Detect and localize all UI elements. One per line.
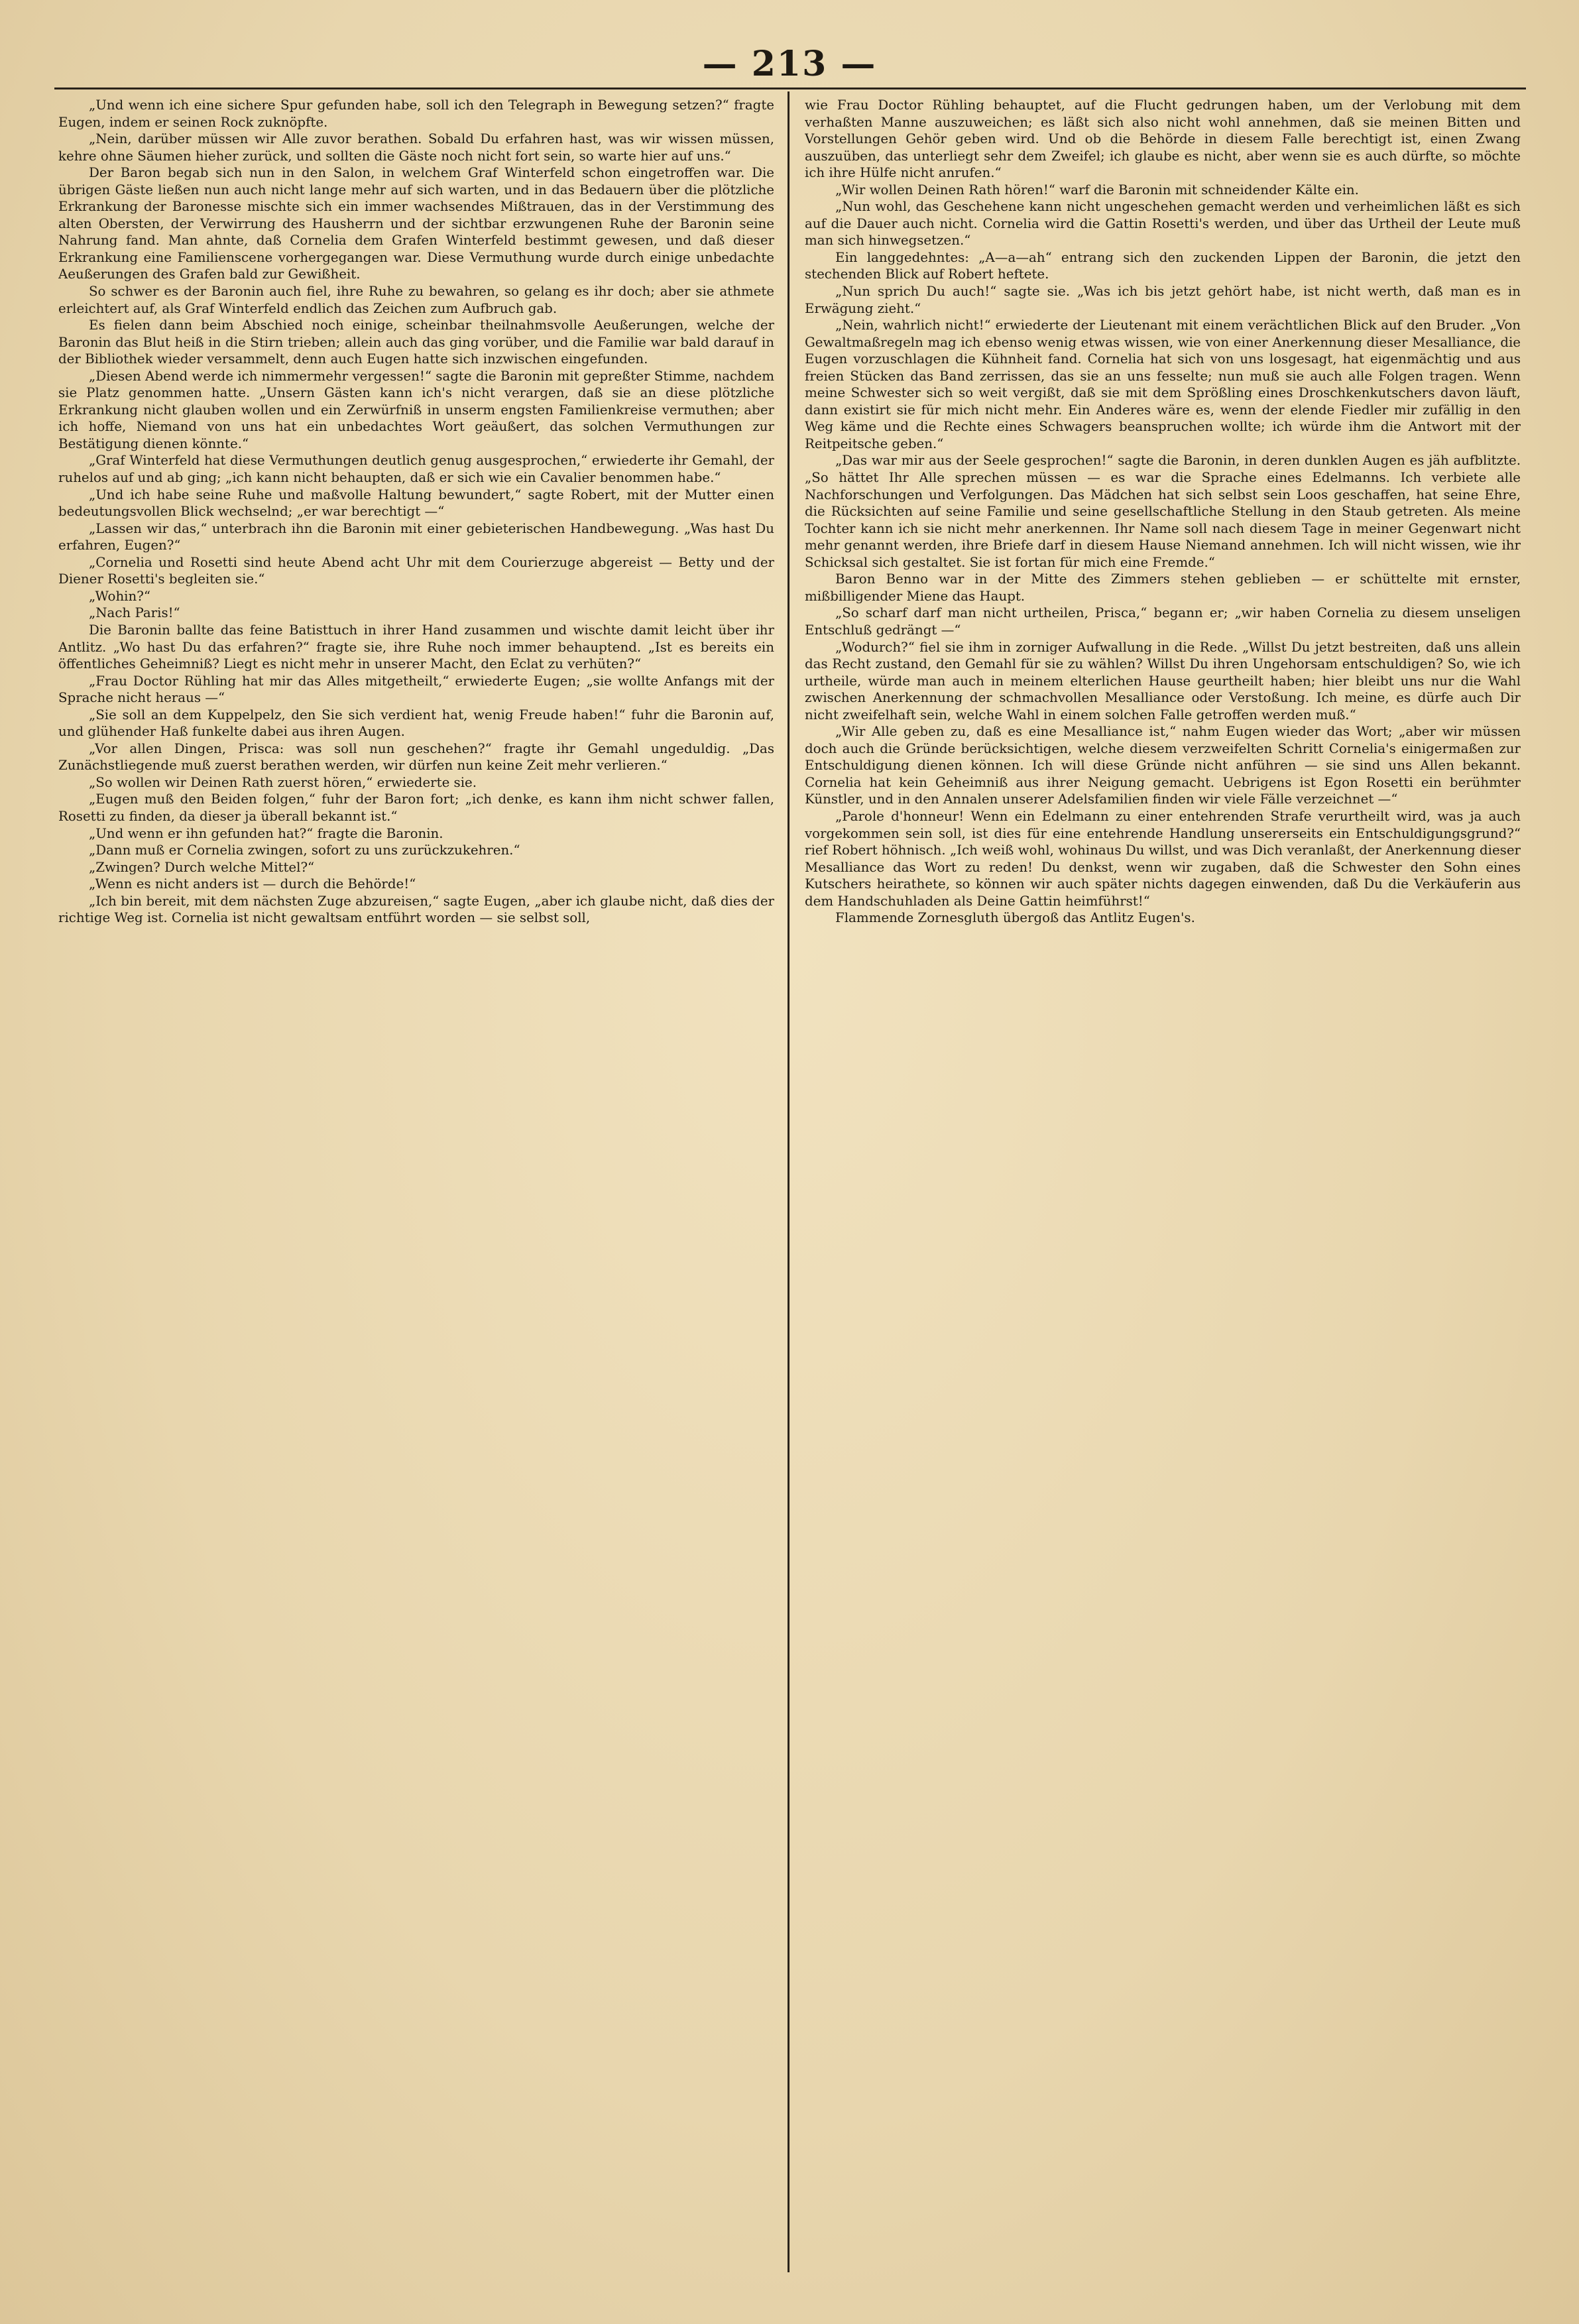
left-column <box>58 97 774 2284</box>
paragraph: „Frau Doctor Rühling hat mir das Alles mitgetheilt,“ erwiederte Eugen; „sie wollte Anfangs mit der Sprache nicht heraus —“ <box>58 673 774 706</box>
paragraph: „Und wenn er ihn gefunden hat?“ fragte die Baronin. <box>89 825 443 841</box>
paragraph: „Parole d'honneur! Wenn ein Edelmann zu einer entehrenden Strafe verurtheilt wird, was ja auch vorgekommen sein soll, ist dies für eine entehrende Handlung unsererseits ein Entschuldigungsgrund?“ rief Robert höhnisch. „Ich weiß wohl, wohinaus Du willst, und was Dich veranlaßt, der Anerkennung dieser Mesalliance das Wort zu reden! Du denkst, wenn wir zugaben, daß die Schwester den Sohn eines Kutschers heirathete, so können wir auch später nichts dagegen einwenden, daß Du die Verkäuferin aus dem Handschuhladen als Deine Gattin heimführst!“ <box>805 808 1521 909</box>
paragraph: „Nun sprich Du auch!“ sagte sie. „Was ich bis jetzt gehört habe, ist nicht werth, daß man es in Erwägung zieht.“ <box>805 284 1521 316</box>
paragraph: So schwer es der Baronin auch fiel, ihre Ruhe zu bewahren, so gelang es ihr doch; aber sie athmete erleichtert auf, als Graf Winterfeld endlich das Zeichen zum Aufbruch gab. <box>58 284 774 316</box>
paragraph: „Lassen wir das,“ unterbrach ihn die Baronin mit einer gebieterischen Handbewegung. „Was hast Du erfahren, Eugen?“ <box>58 520 774 553</box>
paragraph: Baron Benno war in der Mitte des Zimmers stehen geblieben — er schüttelte mit ernster, mißbilligender Miene das Haupt. <box>805 571 1521 604</box>
paragraph: Der Baron begab sich nun in den Salon, in welchem Graf Winterfeld schon eingetroffen war. Die übrigen Gäste ließen nun auch nicht lange mehr auf sich warten, und in das Bedauern über die plötzliche Erkrankung der Baronesse mischte sich ein immer wachsendes Mißtrauen, das in der Verstimmung des alten Obersten, der Verwirrung des Hausherrn und der sichtbar erzwungenen Ruhe der Baronin seine Nahrung fand. Man ahnte, daß Cornelia dem Grafen Winterfeld bestimmt gewesen, und daß dieser Erkrankung eine Familienscene vorhergegangen war. Diese Vermuthung wurde durch einige unbedachte Aeußerungen des Grafen bald zur Gewißheit. <box>58 165 774 282</box>
paragraph: „Sie soll an dem Kuppelpelz, den Sie sich verdient hat, wenig Freude haben!“ fuhr die Baronin auf, und glühender Haß funkelte dabei aus ihren Augen. <box>58 707 774 740</box>
paragraph: „Nun wohl, das Geschehene kann nicht ungeschehen gemacht werden und verheimlichen läßt es sich auf die Dauer auch nicht. Cornelia wird die Gattin Rosetti's werden, und über das Urtheil der Leute muß man sich hinwegsetzen.“ <box>805 199 1521 249</box>
paragraph: Ein langgedehntes: „A—a—ah“ entrang sich den zuckenden Lippen der Baronin, die jetzt den stechenden Blick auf Robert heftete. <box>805 249 1521 282</box>
paragraph: Es fielen dann beim Abschied noch einige, scheinbar theilnahmsvolle Aeußerungen, welche der Baronin das Blut heiß in die Stirn trieben; allein auch das ging vorüber, und die Familie war bald darauf in der Bibliothek wieder versammelt, denn auch Eugen hatte sich inzwischen eingefunden. <box>58 318 774 367</box>
paragraph: „Wir wollen Deinen Rath hören!“ warf die Baronin mit schneidender Kälte ein. <box>835 182 1359 198</box>
paragraph: „Nein, darüber müssen wir Alle zuvor berathen. Sobald Du erfahren hast, was wir wissen müssen, kehre ohne Säumen hieher zurück, und sollten die Gäste noch nicht fort sein, so warte hier auf uns.“ <box>58 131 774 164</box>
paragraph: „Nein, wahrlich nicht!“ erwiederte der Lieutenant mit einem verächtlichen Blick auf den Bruder. „Von Gewaltmaßregeln mag ich ebenso wenig etwas wissen, wie von einer Anerkennung dieser Mesalliance, die Eugen vorzuschlagen die Kühnheit fand. Cornelia hat sich von uns losgesagt, hat eigenmächtig und aus freien Stücken das Band zerrissen, das sie an uns fesselte; nun muß sie auch alle Folgen tragen. Wenn meine Schwester sich so weit vergißt, daß sie mit dem Sprößling eines Droschkenkutschers davon läuft, dann existirt sie für mich nicht mehr. Ein Anderes wäre es, wenn der elende Fiedler mir zufällig in den Weg käme und die Rechte eines Schwagers beanspruchen wollte; ich würde ihm die Antwort mit der Reitpeitsche geben.“ <box>805 318 1521 451</box>
paragraph: „Diesen Abend werde ich nimmermehr vergessen!“ sagte die Baronin mit gepreßter Stimme, nachdem sie Platz genommen hatte. „Unsern Gästen kann ich's nicht verargen, daß sie an diese plötzliche Erkrankung nicht glauben wollen und ein Zerwürfniß in unserm engsten Familienkreise vermuthen; aber ich hoffe, Niemand von uns hat ein unbedachtes Wort geäußert, das solchen Vermuthungen zur Bestätigung dienen könnte.“ <box>58 368 774 451</box>
paragraph: „Zwingen? Durch welche Mittel?“ <box>89 859 315 875</box>
paragraph: „Und ich habe seine Ruhe und maßvolle Haltung bewundert,“ sagte Robert, mit der Mutter einen bedeutungsvollen Blick wechselnd; „er war berechtigt —“ <box>58 487 774 520</box>
paragraph: „Wenn es nicht anders ist — durch die Behörde!“ <box>89 876 416 892</box>
paragraph: „Nach Paris!“ <box>89 605 180 621</box>
paragraph: „Wohin?“ <box>89 588 150 604</box>
right-column <box>805 97 1521 2284</box>
paragraph: „Graf Winterfeld hat diese Vermuthungen deutlich genug ausgesprochen,“ erwiederte ihr Gemahl, der ruhelos auf und ab ging; „ich kann nicht behaupten, daß er sich wie ein Cavalier benommen habe.“ <box>58 453 774 486</box>
paragraph: „Cornelia und Rosetti sind heute Abend acht Uhr mit dem Courierzuge abgereist — Betty und der Diener Rosetti's begleiten sie.“ <box>58 554 774 587</box>
column-divider <box>788 91 790 2272</box>
paragraph: „Wir Alle geben zu, daß es eine Mesalliance ist,“ nahm Eugen wieder das Wort; „aber wir müssen doch auch die Gründe berücksichtigen, welche diesem verzweifelten Schritt Cornelia's einigermaßen zur Entschuldigung dienen können. Ich will diese Gründe nicht anführen — sie sind uns Allen bekannt. Cornelia hat kein Geheimniß aus ihrer Neigung gemacht. Uebrigens ist Egon Rosetti ein berühmter Künstler, und in den Annalen unserer Adelsfamilien finden wir viele Fälle verzeichnet —“ <box>805 724 1521 807</box>
paragraph: „Dann muß er Cornelia zwingen, sofort zu uns zurückzukehren.“ <box>89 842 520 858</box>
paragraph: Flammende Zornesgluth übergoß das Antlitz Eugen's. <box>835 910 1195 926</box>
page-number: — 213 — <box>702 44 877 84</box>
header-rule <box>54 87 1526 89</box>
paragraph: „Wodurch?“ fiel sie ihm in zorniger Aufwallung in die Rede. „Willst Du jetzt bestreiten, daß uns allein das Recht zustand, den Gemahl für sie zu wählen? Willst Du ihren Ungehorsam entschuldigen? So, wie ich urtheile, würde man auch in meinem elterlichen Hause geurtheilt haben; hier bleibt uns nur die Wahl zwischen Anerkennung der schmachvollen Mesalliance oder Verstoßung. Ich meine, es dürfe auch Dir nicht zweifelhaft sein, welche Wahl in einem solchen Falle getroffen werden muß.“ <box>805 639 1521 723</box>
paragraph: „Ich bin bereit, mit dem nächsten Zuge abzureisen,“ sagte Eugen, „aber ich glaube nicht, daß dies der richtige Weg ist. Cornelia ist nicht gewaltsam entführt worden — sie selbst soll, <box>58 893 774 926</box>
paragraph: „So scharf darf man nicht urtheilen, Prisca,“ begann er; „wir haben Cornelia zu diesem unseligen Entschluß gedrängt —“ <box>805 605 1521 638</box>
paragraph: „Das war mir aus der Seele gesprochen!“ sagte die Baronin, in deren dunklen Augen es jäh aufblitzte. „So hättet Ihr Alle sprechen müssen — es war die Sprache eines Edelmanns. Ich verbiete alle Nachforschungen und Verfolgungen. Das Mädchen hat sich selbst sein Loos geschaffen, hat seine Ehre, die Rücksichten auf seine Familie und seine gesellschaftliche Stellung in den Staub getreten. Als meine Tochter kann ich sie nicht mehr anerkennen. Ihr Name soll nach diesem Tage in meiner Gegenwart nicht mehr genannt werden, ihre Briefe darf in diesem Hause Niemand annehmen. Ich will nicht wissen, wie ihr Schicksal sich gestaltet. Sie ist fortan für mich eine Fremde.“ <box>805 453 1521 570</box>
paragraph: „So wollen wir Deinen Rath zuerst hören,“ erwiederte sie. <box>89 774 477 790</box>
paragraph: Die Baronin ballte das feine Batisttuch in ihrer Hand zusammen und wischte damit leicht über ihr Antlitz. „Wo hast Du das erfahren?“ fragte sie, ihre Ruhe noch immer behauptend. „Ist es bereits ein öffentliches Geheimniß? Liegt es nicht mehr in unserer Macht, den Eclat zu verhüten?“ <box>58 622 774 672</box>
paragraph: „Eugen muß den Beiden folgen,“ fuhr der Baron fort; „ich denke, es kann ihm nicht schwer fallen, Rosetti zu finden, da dieser ja überall bekannt ist.“ <box>58 791 774 824</box>
paragraph: „Und wenn ich eine sichere Spur gefunden habe, soll ich den Telegraph in Bewegung setzen?“ fragte Eugen, indem er seinen Rock zuknöpfte. <box>58 97 774 130</box>
paragraph-continued: wie Frau Doctor Rühling behauptet, auf die Flucht gedrungen haben, um der Verlobung mit dem verhaßten Manne auszuweichen; es läßt sich also nicht wohl annehmen, daß sie meinen Bitten und Vorstellungen Gehör geben wird. Und ob die Behörde in diesem Falle berechtigt ist, einen Zwang auszuüben, das unterliegt sehr dem Zweifel; ich glaube es nicht, aber wenn sie es auch dürfte, so möchte ich ihre Hülfe nicht anrufen.“ <box>805 97 1521 181</box>
paragraph: „Vor allen Dingen, Prisca: was soll nun geschehen?“ fragte ihr Gemahl ungeduldig. „Das Zunächstliegende muß zuerst berathen werden, wir dürfen nun keine Zeit mehr verlieren.“ <box>58 740 774 774</box>
